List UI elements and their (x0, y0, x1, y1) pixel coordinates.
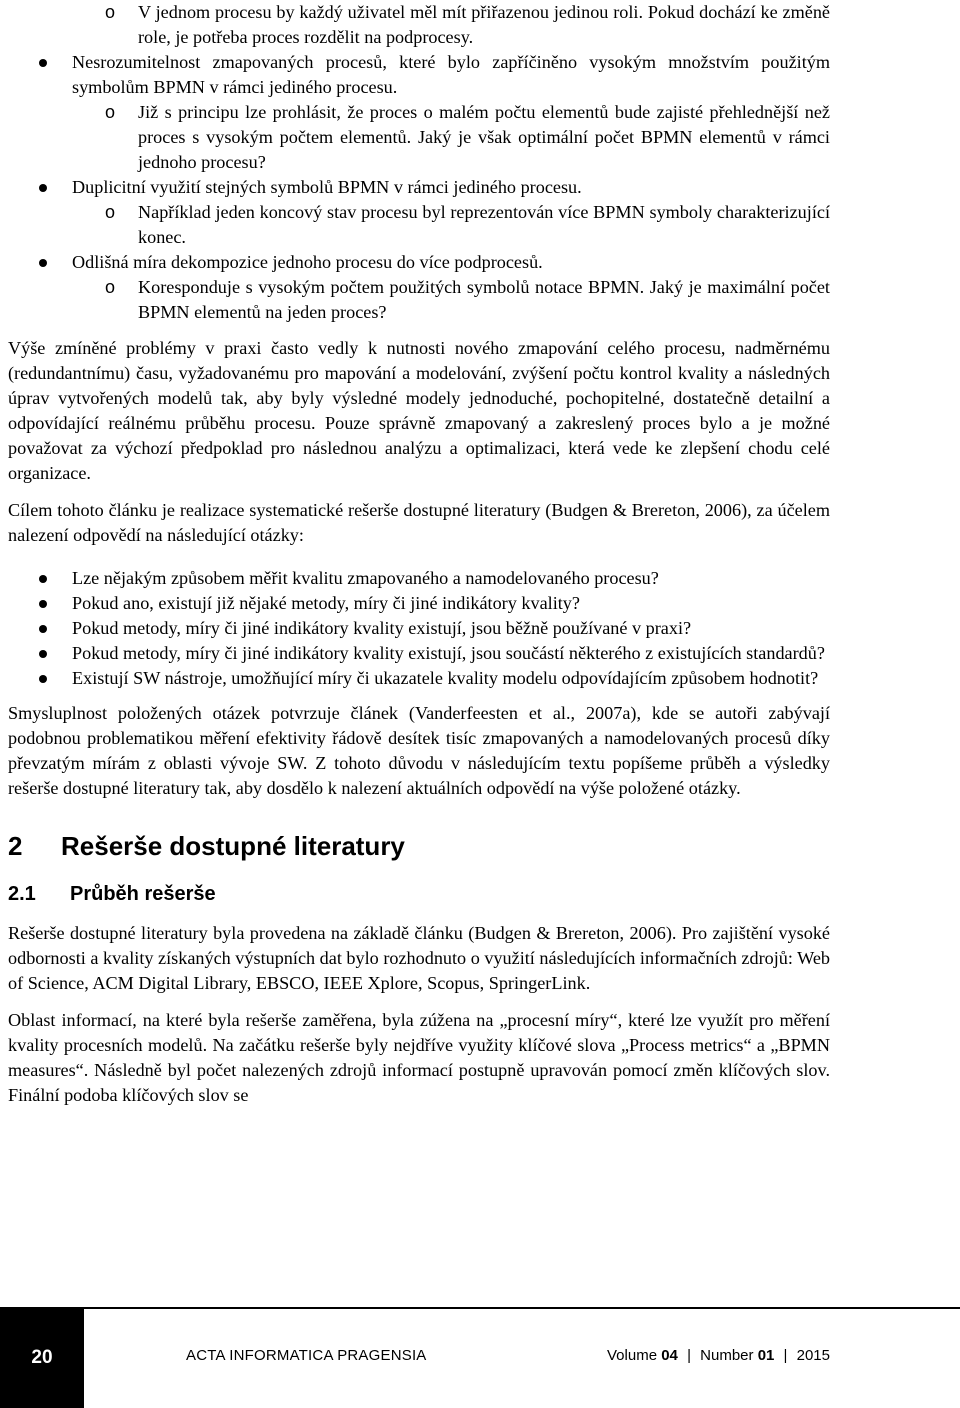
page-number: 20 (0, 1307, 84, 1408)
question-item (8, 666, 830, 691)
bullet-list-item (8, 250, 830, 275)
separator: | (687, 1347, 691, 1364)
number-value: 01 (757, 1347, 775, 1364)
paragraph-question-justification: Smysluplnost položených otázek potvrzuje článek (Vanderfeesten et al., 2007a), kde se autoři zabývají podobnou problematikou měření efektivity řádově desítek tisíc zmapovaných a namodelovaných procesů díky převzatým mírám z oblasti vývoje SW. Z tohoto důvodu v následujícím textu popíšeme průběh a výsledky rešerše dostupné literatury tak, aby dosdělo k nalezení aktuálních odpovědí na výše položené otázky. (8, 703, 830, 798)
separator: | (783, 1347, 788, 1364)
sub-list-item (8, 200, 830, 250)
sub-marker: o (105, 2, 116, 22)
sub-list-item (8, 275, 830, 325)
subsection-heading (8, 881, 830, 907)
list-item-text: Koresponduje s vysokým počtem použitých symbolů notace BPMN. Jaký je maximální počet BPMN elementů na jeden proces? (138, 277, 830, 322)
question-text: Lze nějakým způsobem měřit kvalitu zmapovaného a namodelovaného procesu? (72, 568, 659, 588)
question-text: Pokud metody, míry či jiné indikátory kvality existují, jsou běžně používané v praxi? (72, 618, 692, 638)
question-text: Pokud ano, existují již nějaké metody, míry či jiné indikátory kvality? (72, 593, 580, 613)
question-text: Pokud metody, míry či jiné indikátory kvality existují, jsou součástí některého z existujících standardů? (72, 643, 825, 663)
sub-marker: o (105, 202, 116, 222)
sub-list-item (8, 0, 830, 50)
question-text: Existují SW nástroje, umožňující míry či ukazatele kvality modelu odpovídajícím způsobem hodnotit? (72, 668, 819, 688)
bullet-icon (39, 625, 47, 633)
number-label: Number (700, 1347, 754, 1364)
question-item (8, 566, 830, 591)
list-item-text: Například jeden koncový stav procesu byl reprezentován více BPMN symboly charakterizující konec. (138, 202, 830, 247)
page-body (8, 0, 830, 1108)
bullet-icon (39, 650, 47, 658)
paragraph-problems-consequences: Výše zmíněné problémy v praxi často vedly k nutnosti nového zmapování celého procesu, nadměrnému (redundantnímu) času, vyžadovanému pro mapování a modelování, zvýšení počtu kontrol kvality a následných úprav vytvořených modelů tak, aby byly výsledné modely jednoduché, pochopitelné, dostatečně detailní a odpovídající reálnému průběhu procesu. Pouze správně zmapovaný a zakreslený proces bylo a je možné považovat za výchozí předpoklad pro následnou analýzu a optimalizaci, která vede ke zlepšení chodu celé organizace. (8, 338, 830, 483)
subsection-title: Průběh rešerše (70, 883, 216, 905)
bullet-list-item (8, 175, 830, 200)
volume-label: Volume (607, 1347, 658, 1364)
bullet-icon (39, 184, 47, 192)
volume-value: 04 (661, 1347, 678, 1364)
question-item (8, 616, 830, 641)
bullet-icon (39, 575, 47, 583)
bullet-list-item (8, 50, 830, 100)
list-item-text: Již s principu lze prohlásit, že proces o malém počtu elementů bude zajisté přehlednější než proces s vysokým počtem elementů. Jaký je však optimální počet BPMN elementů v rámci jednoho procesu? (138, 102, 830, 172)
bullet-icon (39, 259, 47, 267)
volume-info (607, 1347, 830, 1364)
list-item-text: Odlišná míra dekompozice jednoho procesu do více podprocesů. (72, 252, 543, 272)
page-footer (0, 1307, 960, 1408)
list-item-text: Duplicitní využití stejných symbolů BPMN v rámci jediného procesu. (72, 177, 582, 197)
problem-list (8, 0, 830, 325)
year-value: 2015 (796, 1347, 830, 1364)
question-item (8, 641, 830, 666)
list-item-text: V jednom procesu by každý uživatel měl mít přiřazenou jedinou roli. Pokud dochází ke změně role, je potřeba proces rozdělit na podprocesy. (138, 2, 830, 47)
subsection-number: 2.1 (8, 883, 36, 905)
sub-marker: o (105, 102, 116, 122)
list-item-text: Nesrozumitelnost zmapovaných procesů, které bylo zapříčiněno vysokým množstvím použitým symbolům BPMN v rámci jediného procesu. (72, 52, 830, 97)
sub-marker: o (105, 277, 116, 297)
journal-name: ACTA INFORMATICA PRAGENSIA (186, 1347, 427, 1364)
paragraph-search-sources: Rešerše dostupné literatury byla provedena na základě článku (Budgen & Brereton, 2006). Pro zajištění vysoké odbornosti a kvality získaných výstupních dat bylo rozhodnuto o využití následujících informačních zdrojů: Web of Science, ACM Digital Library, EBSCO, IEEE Xplore, Scopus, SpringerLink. (8, 923, 831, 993)
section-heading (8, 831, 830, 861)
footer-rule (0, 1307, 960, 1309)
bullet-icon (39, 59, 47, 67)
paragraph-search-keywords: Oblast informací, na které byla rešerše zaměřena, byla zúžena na „procesní míry“, které lze využít pro měření kvality procesních modelů. Na začátku rešerše byly nejdříve využity klíčové slova „Process metrics“ a „BPMN measures“. Následně byl počet nalezených zdrojů informací postupně upravován pomocí změn klíčových slov. Finální podoba klíčových slov se (8, 1010, 830, 1105)
question-item (8, 591, 830, 616)
section-title: Rešerše dostupné literatury (61, 831, 405, 861)
bullet-icon (39, 675, 47, 683)
sub-list-item (8, 100, 830, 175)
paragraph-article-goal: Cílem tohoto článku je realizace systematické rešerše dostupné literatury (Budgen & Brereton, 2006), za účelem nalezení odpovědí na následující otázky: (8, 500, 830, 545)
research-questions-list (8, 566, 830, 691)
section-number: 2 (8, 831, 23, 861)
bullet-icon (39, 600, 47, 608)
